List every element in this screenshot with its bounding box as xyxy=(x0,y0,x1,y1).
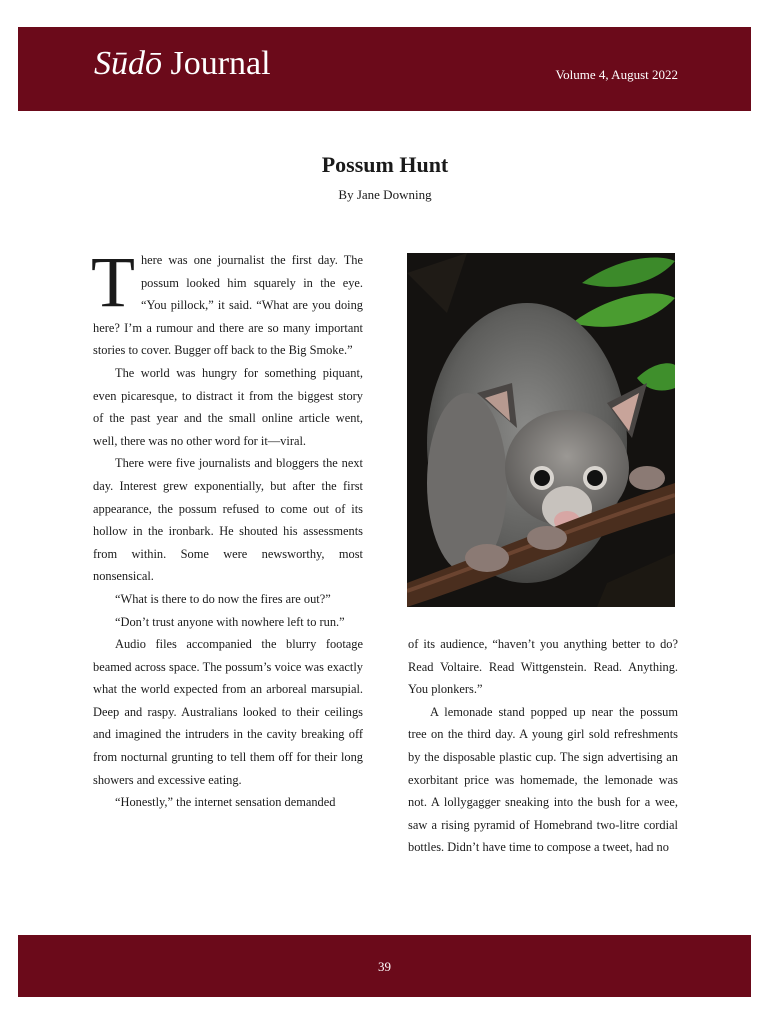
footer-band xyxy=(18,935,751,997)
paragraph: “What is there to do now the fires are out?” xyxy=(115,591,331,606)
left-column xyxy=(91,242,363,814)
journal-title xyxy=(94,47,271,81)
paragraph: of its audience, “haven’t you anything better to do? Read Voltaire. Read Wittgenstein. Read. Anything. You plonkers.” xyxy=(408,637,678,697)
page-number: 39 xyxy=(378,959,391,974)
paragraph: The world was hungry for something piquant, even picaresque, to distract it from the biggest story of the past year and the small online article went, well, there was no other word for it—viral. xyxy=(93,365,363,448)
paragraph: A lemonade stand popped up near the possum tree on the third day. A young girl sold refreshments by the disposable plastic cup. The sign advertising an exorbitant price was homemade, the lemonade was not. A lollygagger sneaking into the bush for a wee, saw a rising pyramid of Homebrand two-litre cordial bottles. Didn’t have time to compose a tweet, had no xyxy=(408,704,678,855)
header-band xyxy=(18,27,751,111)
volume-info: Volume 4, August 2022 xyxy=(555,67,678,82)
paragraph: “Honestly,” the internet sensation demanded xyxy=(115,795,336,810)
paragraph-text: here was one journalist the first day. The possum looked him squarely in the eye. “You pillock,” it said. “What are you doing here? I’m a rumour and there are so many important stories to cover. Bugger off back to the Big Smoke.” xyxy=(93,253,363,358)
paragraph: Audio files accompanied the blurry footage beamed across space. The possum’s voice was exactly what the world expected from an arboreal marsupial. Deep and raspy. Australians looked to their ceilings and imagined the intruders in the cavity breaking off from nocturnal grunting to tell them off for their long showers and excessive eating. xyxy=(93,637,363,787)
article-title: Possum Hunt xyxy=(321,152,449,177)
possum-photo xyxy=(407,253,675,607)
right-column xyxy=(408,633,678,859)
paragraph xyxy=(91,242,363,362)
journal-name-rest: Journal xyxy=(162,45,271,82)
paragraph: “Don’t trust anyone with nowhere left to run.” xyxy=(115,614,345,629)
journal-name-italic: Sūdō xyxy=(94,45,162,82)
drop-cap: T xyxy=(91,242,135,322)
article-byline: By Jane Downing xyxy=(338,187,432,202)
paragraph: There were five journalists and bloggers the next day. Interest grew exponentially, but after the first appearance, the possum refused to come out of its hollow in the ironbark. He shouted his assessments from within. Some were newsworthy, most nonsensical. xyxy=(93,456,363,584)
